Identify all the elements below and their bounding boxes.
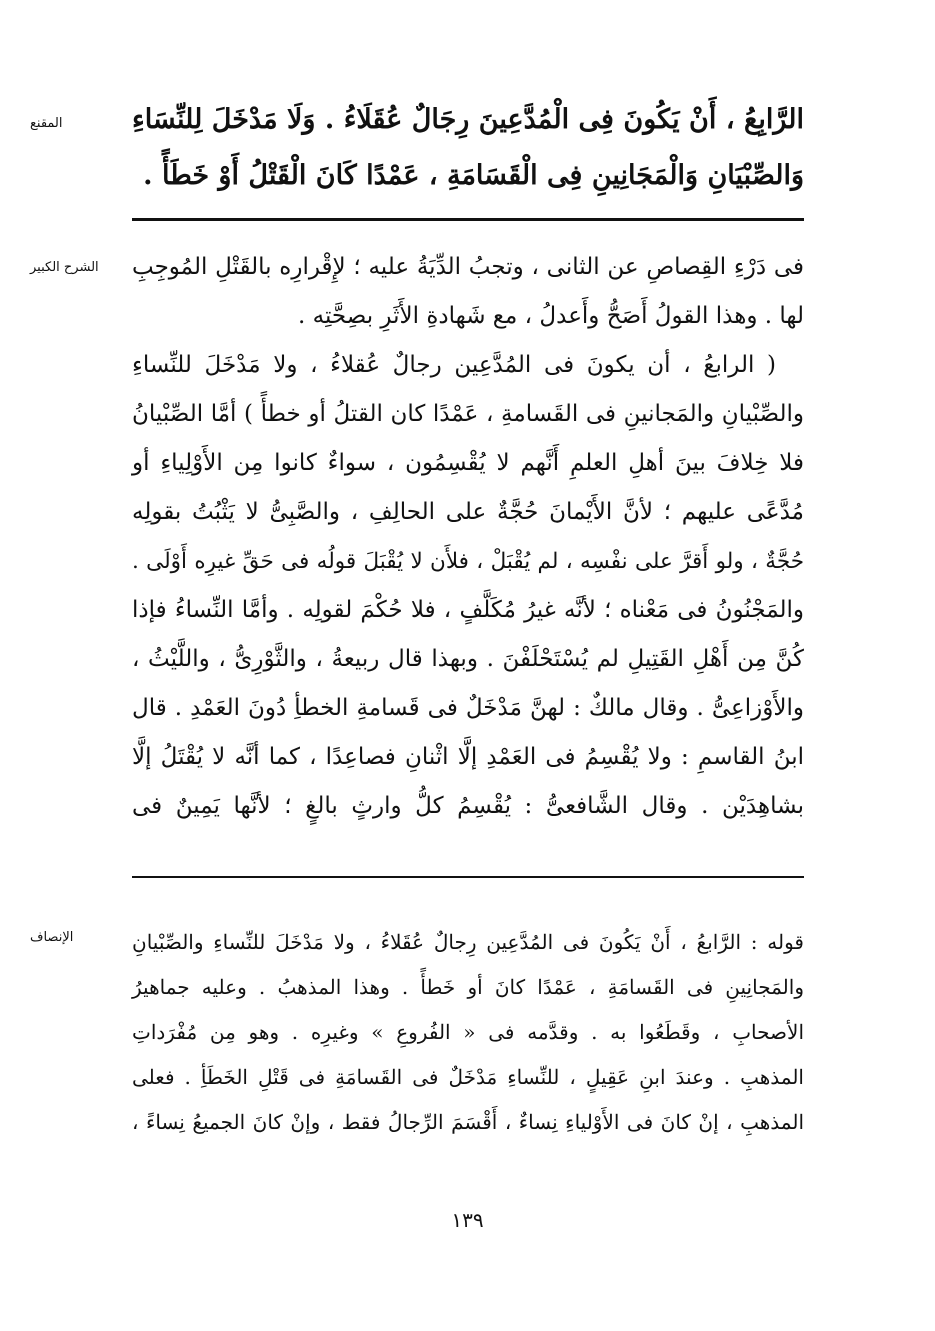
sharh-line: والأَوْزاعِىُّ . وقال مالكٌ : لهنَّ مَدْخَلٌ فى قَسامةِ الخطأِ دُونَ العَمْدِ . قال bbox=[132, 695, 804, 721]
insaf-line: المذهبِ . وعندَ ابنِ عَقِيلٍ ، للنِّساءِ مَدْخَلٌ فى القَسامَةِ فى قَتْلِ الخَطَأِ . فعلى bbox=[132, 1065, 804, 1089]
sharh-line: والصِّبْيانِ والمَجانينِ فى القَسامةِ ، عَمْدًا كان القتلُ أو خطأً ) أمَّا الصِّبْيانُ bbox=[132, 401, 804, 427]
sharh-line: والمَجْنُونُ فى مَعْناه ؛ لأنَّه غيرُ مُكَلَّفٍ ، فلا حُكْمَ لقولِه . وأمَّا النِّساءُ فإذا bbox=[132, 597, 804, 623]
sharh-line: بشاهِدَيْن . وقال الشَّافعىُّ : يُقْسِمُ كلُّ وارثٍ بالغٍ ؛ لأنَّها يَمِينٌ فى bbox=[132, 793, 804, 819]
insaf-line: والمَجانِينِ فى القَسامَةِ ، عَمْدًا كانَ أو خَطأً . وهذا المذهبُ . وعليه جماهيرُ bbox=[132, 975, 804, 999]
sharh-text-block bbox=[132, 243, 804, 831]
sharh-line: لها . وهذا القولُ أَصَحُّ وأَعدلُ ، مع شَهادةِ الأَثَرِ بصِحَّتِه . bbox=[298, 303, 804, 329]
sharh-line: فى دَرْءِ القِصاصِ عن الثانى ، وتجبُ الدِّيَةُ عليه ؛ لإِقْرارِه بالقَتْلِ المُوجِبِ bbox=[132, 254, 804, 280]
insaf-line: المذهبِ ، إنْ كانَ فى الأَوْلياءِ نِساءٌ ، أَقْسَمَ الرِّجالُ فقط ، وإنْ كانَ الجميعُ نِساءً ، bbox=[132, 1110, 804, 1134]
section-label-muqni: المقنع bbox=[30, 116, 63, 131]
sharh-paragraph-1 bbox=[132, 243, 804, 341]
section-divider-thin bbox=[132, 876, 804, 878]
insaf-text-block bbox=[132, 920, 804, 1145]
sharh-line: مُدَّعًى عليهم ؛ لأنَّ الأَيْمانَ حُجَّةٌ على الحالِفِ ، والصَّبِىُّ لا يَثْبُتُ بقولِه bbox=[132, 499, 804, 525]
sharh-line: ( الرابعُ ، أن يكونَ فى المُدَّعِين رجالٌ عُقلاءُ ، ولا مَدْخَلَ للنِّساءِ bbox=[132, 352, 776, 378]
section-label-insaf: الإنصاف bbox=[30, 930, 74, 945]
sharh-line: كُنَّ مِن أَهْلِ القَتِيلِ لم يُسْتَحْلَفْنَ . وبهذا قال ربيعةُ ، والثَّوْرِىُّ ، واللَّيْثُ ، bbox=[132, 646, 804, 672]
page-number: ١٣٩ bbox=[451, 1208, 484, 1232]
insaf-line: الأصحابِ ، وقَطَعُوا به . وقدَّمه فى « الفُروعِ » وغيرِه . وهو مِن مُفْرَداتِ bbox=[132, 1020, 804, 1044]
muqni-line: الرَّابِعُ ، أَنْ يَكُونَ فِى الْمُدَّعِينَ رِجَالٌ عُقَلَاءُ . وَلَا مَدْخَلَ لِلنِّسَاءِ bbox=[132, 104, 804, 135]
section-divider-thick bbox=[132, 218, 804, 221]
muqni-line: وَالصِّبْيَانِ وَالْمَجَانِينِ فِى الْقَسَامَةِ ، عَمْدًا كَانَ الْقَتْلُ أَوْ خَطَأً . bbox=[143, 160, 804, 191]
insaf-line: قوله : الرَّابعُ ، أَنْ يَكُونَ فى المُدَّعِين رِجالٌ عُقَلاءُ ، ولا مَدْخَلَ للنِّساءِ والصِّبْيانِ bbox=[132, 930, 804, 954]
sharh-line: حُجَّةٌ ، ولو أَقرَّ على نفْسِه ، لم يُقْبَلْ ، فلأَن لا يُقْبَلَ قولُه فى حَقِّ غيرِه أَوْلَى . bbox=[132, 549, 804, 574]
sharh-line: ابنُ القاسمِ : ولا يُقْسِمُ فى العَمْدِ إلَّا اثْنانِ فصاعِدًا ، كما أنَّه لا يُقْتَلُ إلَّا bbox=[132, 744, 804, 770]
muqni-text-block bbox=[132, 92, 804, 204]
sharh-paragraph-2 bbox=[132, 341, 804, 831]
sharh-line: فلا خِلافَ بينَ أهلِ العلمِ أَنَّهم لا يُقْسِمُون ، سواءٌ كانوا مِن الأَوْلِياءِ أو bbox=[132, 450, 804, 476]
section-label-sharh: الشرح الكبير bbox=[30, 260, 99, 275]
